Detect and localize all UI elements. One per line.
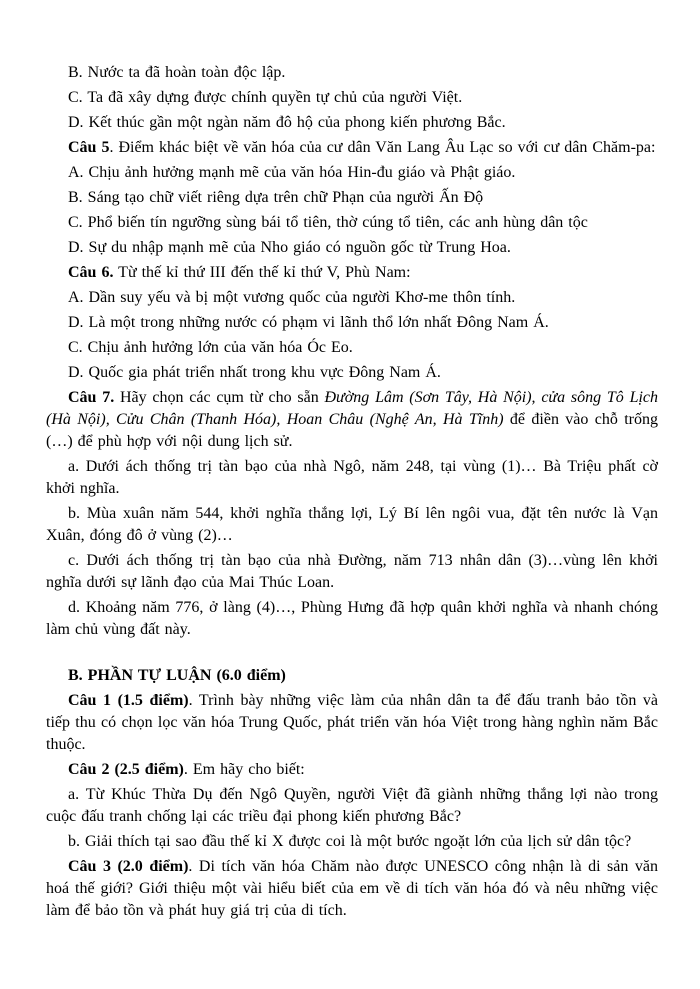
text-run: . Em hãy cho biết: <box>183 761 305 778</box>
text-run: Hãy chọn các cụm từ cho sẵn <box>114 389 325 406</box>
q5-option-a <box>46 162 658 184</box>
essay-q2-item-b <box>46 831 658 853</box>
text-run: d. Khoảng năm 776, ở làng (4)…, Phùng Hưng đã hợp quân khởi nghĩa và nhanh chóng làm chủ vùng đất này. <box>46 599 658 638</box>
text-run: B. Nước ta đã hoàn toàn độc lập. <box>68 64 286 81</box>
text-run: . Di tích văn hóa Chăm nào được UNESCO công nhận là di sản văn hoá thế giới? Giới thiệu một vài hiểu biết của em về di tích văn hóa đó và nêu những việc làm để bảo tồn và phát huy giá trị của di tích. <box>46 858 658 919</box>
document-content <box>46 62 658 922</box>
text-run: Từ thế kỉ thứ III đến thế kỉ thứ V, Phù Nam: <box>113 264 411 281</box>
text-run: C. Ta đã xây dựng được chính quyền tự chủ của người Việt. <box>68 89 463 106</box>
text-run: B. PHẦN TỰ LUẬN (6.0 điểm) <box>68 667 286 684</box>
text-run: A. Dần suy yếu và bị một vương quốc của người Khơ-me thôn tính. <box>68 289 516 306</box>
q7-question <box>46 387 658 453</box>
q7-item-b <box>46 503 658 547</box>
q6-option-d2 <box>46 362 658 384</box>
text-run: D. Sự du nhập mạnh mẽ của Nho giáo có nguồn gốc từ Trung Hoa. <box>68 239 511 256</box>
essay-q3 <box>46 856 658 922</box>
essay-q2 <box>46 759 658 781</box>
essay-q2-item-a <box>46 784 658 828</box>
text-run: b. Giải thích tại sao đầu thế kỉ X được coi là một bước ngoặt lớn của lịch sử dân tộc? <box>68 833 632 850</box>
text-run: Câu 2 (2.5 điểm) <box>68 761 184 778</box>
text-run: Câu 3 (2.0 điểm) <box>68 858 189 875</box>
q7-item-d <box>46 597 658 641</box>
text-run: D. Là một trong những nước có phạm vi lãnh thổ lớn nhất Đông Nam Á. <box>68 314 549 331</box>
text-run: c. Dưới ách thống trị tàn bạo của nhà Đường, năm 713 nhân dân (3)…vùng lên khởi nghĩa dưới sự lãnh đạo của Mai Thúc Loan. <box>46 552 658 591</box>
q6-option-d1 <box>46 312 658 334</box>
text-run: . Điểm khác biệt về văn hóa của cư dân Văn Lang Âu Lạc so với cư dân Chăm-pa: <box>109 139 656 156</box>
q5-option-d <box>46 237 658 259</box>
q4-option-c <box>46 87 658 109</box>
text-run: D. Kết thúc gần một ngàn năm đô hộ của phong kiến phương Bắc. <box>68 114 506 131</box>
q6-question <box>46 262 658 284</box>
q4-option-d <box>46 112 658 134</box>
spacer-blank-line <box>46 644 658 665</box>
q6-option-a <box>46 287 658 309</box>
q5-option-b <box>46 187 658 209</box>
text-run: để điền vào chỗ trống (…) để phù hợp với nội dung lịch sử. <box>46 411 659 450</box>
text-run: Câu 6. <box>68 264 114 281</box>
text-run: B. Sáng tạo chữ viết riêng dựa trên chữ Phạn của người Ấn Độ <box>68 189 484 206</box>
q6-option-c <box>46 337 658 359</box>
text-run: a. Dưới ách thống trị tàn bạo của nhà Ngô, năm 248, tại vùng (1)… Bà Triệu phất cờ khởi nghĩa. <box>46 458 658 497</box>
text-run: b. Mùa xuân năm 544, khởi nghĩa thắng lợi, Lý Bí lên ngôi vua, đặt tên nước là Vạn Xuân, đóng đô ở vùng (2)… <box>46 505 658 544</box>
text-run: A. Chịu ảnh hưởng mạnh mẽ của văn hóa Hin-đu giáo và Phật giáo. <box>68 164 516 181</box>
text-run: Câu 7. <box>68 389 115 406</box>
q5-option-c <box>46 212 658 234</box>
text-run: Câu 1 (1.5 điểm) <box>68 692 189 709</box>
essay-q1 <box>46 690 658 756</box>
text-run: Câu 5 <box>68 139 110 156</box>
text-run: C. Chịu ảnh hưởng lớn của văn hóa Óc Eo. <box>68 339 353 356</box>
q7-item-a <box>46 456 658 500</box>
text-run: a. Từ Khúc Thừa Dụ đến Ngô Quyền, người Việt đã giành những thắng lợi nào trong cuộc đấu tranh chống lại các triều đại phong kiến phương Bắc? <box>46 786 658 825</box>
text-run: D. Quốc gia phát triển nhất trong khu vực Đông Nam Á. <box>68 364 441 381</box>
section-b-heading <box>46 665 658 687</box>
text-run: . Trình bày những việc làm của nhân dân ta để đấu tranh bảo tồn và tiếp thu có chọn lọc văn hóa Trung Quốc, phát triển văn hóa Việt trong hàng nghìn năm Bắc thuộc. <box>46 692 658 753</box>
text-run: Đường Lâm (Sơn Tây, Hà Nội), cửa sông Tô Lịch (Hà Nội), Cửu Chân (Thanh Hóa), Hoan Châu (Nghệ An, Hà Tĩnh) <box>46 389 659 428</box>
text-run: C. Phổ biến tín ngưỡng sùng bái tổ tiên, thờ cúng tổ tiên, các anh hùng dân tộc <box>68 214 588 231</box>
q5-question <box>46 137 658 159</box>
q4-option-b <box>46 62 658 84</box>
q7-item-c <box>46 550 658 594</box>
